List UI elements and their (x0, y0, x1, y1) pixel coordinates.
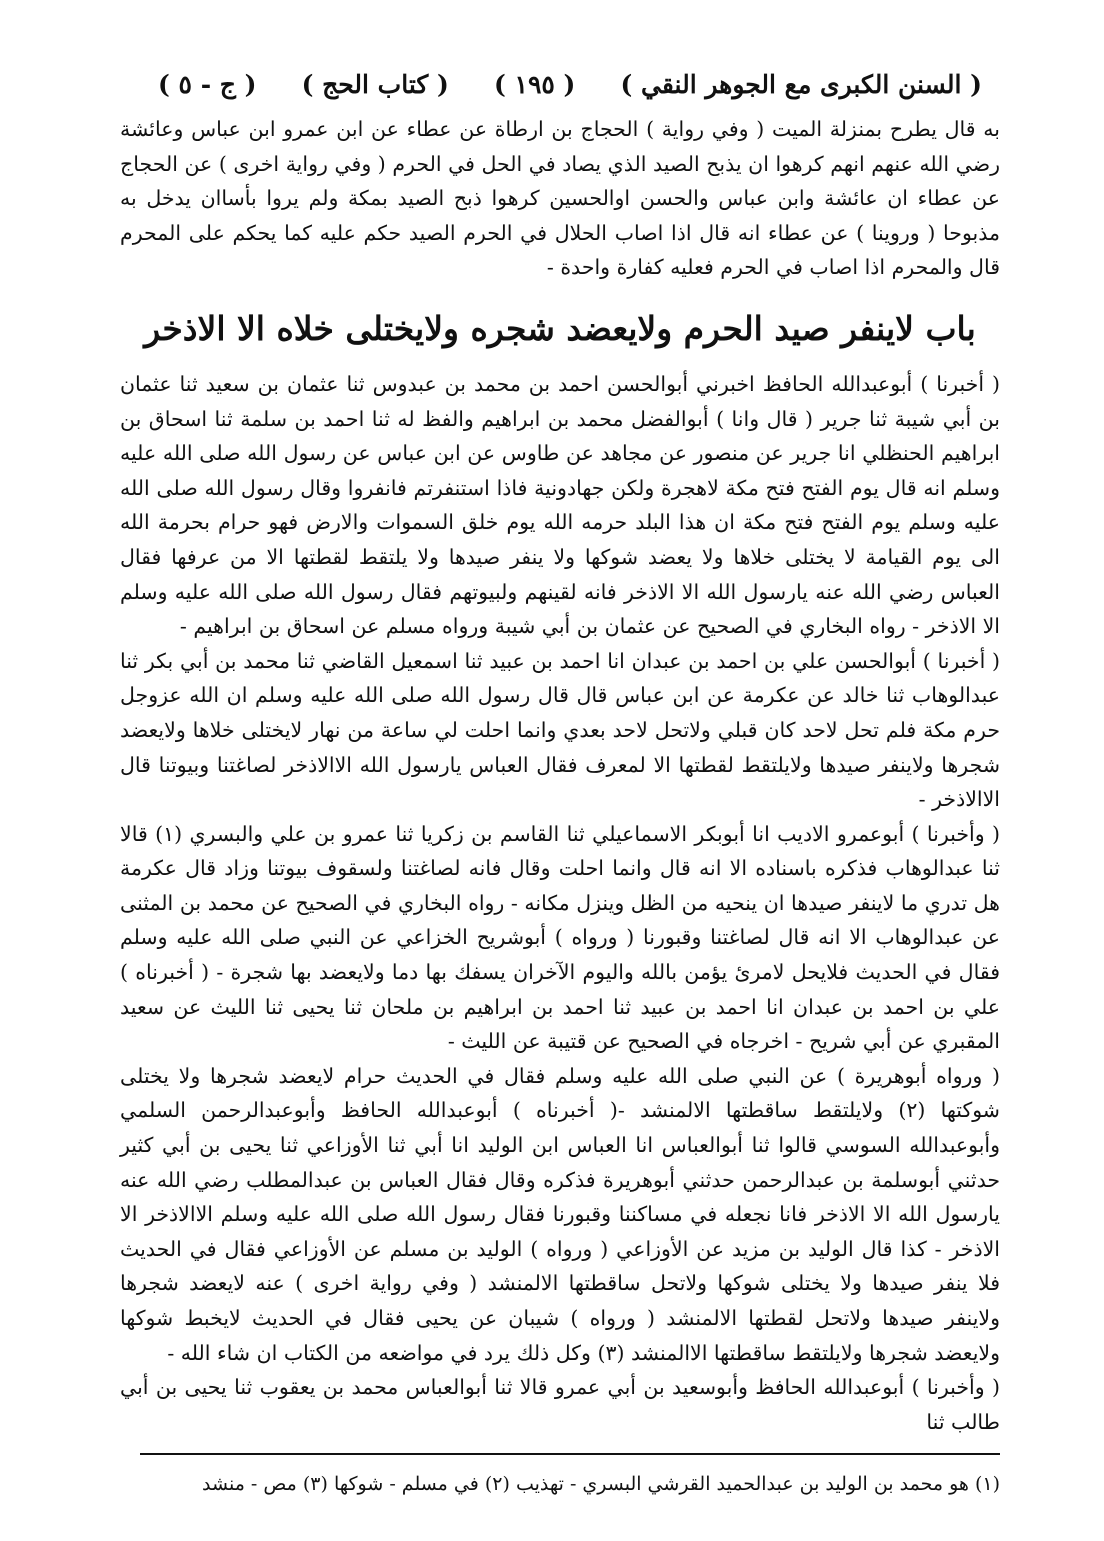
footnotes: (١) هو محمد بن الوليد بن عبدالحميد القرشي البسري - تهذيب (٢) في مسلم - شوكها (٣) مص - منشد (202, 1473, 1000, 1496)
chapter-title: باب لاينفر صيد الحرم ولايعضد شجره ولايختلى خلاه الا الاذخر (144, 308, 976, 348)
hadith-paragraph-3: ( وأخبرنا ) أبوعمرو الاديب انا أبوبكر الاسماعيلي ثنا القاسم بن زكريا ثنا عمرو بن علي والبسري (١) قالا ثنا عبدالوهاب فذكره باسناده الا انه قال وانما احلت وقال فانه لصاغتنا ولسقوف بيوتنا وزاد قال عكرمة هل تدري ما لاينفر صيدها ان ينحيه من الظل وينزل مكانه - رواه البخاري في الصحيح عن محمد بن المثنى عن عبدالوهاب الا انه قال لصاغتنا وقبورنا ( ورواه ) أبوشريح الخزاعي عن النبي صلى الله عليه وسلم فقال في الحديث فلايحل لامرئ يؤمن بالله واليوم الآخران يسفك بها دما ولايعضد بها شجرة - ( أخبرناه ) علي بن احمد بن عبدان انا احمد بن عبيد ثنا احمد بن ابراهيم بن ملحان ثنا يحيى ثنا الليث عن سعيد المقبري عن أبي شريح - اخرجاه في الصحيح عن قتيبة عن الليث - (120, 821, 1000, 1054)
intro-paragraph: به قال يطرح بمنزلة الميت ( وفي رواية ) الحجاج بن ارطاة عن عطاء عن ابن عمرو ابن عباس وعائشة رضي الله عنهم انهم كرهوا ان يذبح الصيد الذي يصاد في الحل في الحرم ( وفي رواية اخرى ) عن الحجاج عن عطاء ان عائشة وابن عباس والحسن اوالحسين كرهوا ذبح الصيد بمكة ولم يروا بأساان يدخل به مذبوحا ( وروينا ) عن عطاء انه قال اذا اصاب الحلال في الحرم الصيد حكم عليه كما يحكم على المحرم قال والمحرم اذا اصاب في الحرم فعليه كفارة واحدة - (120, 117, 1000, 280)
page-header (120, 62, 1000, 106)
footnote-divider (140, 1453, 1000, 1455)
hadith-paragraph-2: ( أخبرنا ) أبوالحسن علي بن احمد بن عبدان انا احمد بن عبيد ثنا اسمعيل القاضي ثنا محمد بن أبي بكر ثنا عبدالوهاب ثنا خالد عن عكرمة عن ابن عباس قال قال رسول الله صلى الله عليه وسلم ان الله عزوجل حرم مكة فلم تحل لاحد كان قبلي ولاتحل لاحد بعدي وانما احلت لي ساعة من نهار لايختلى خلاها ولايعضد شجرها ولاينفر صيدها ولايلتقط لقطتها الا لمعرف فقال العباس يارسول الله الاالاذخر لصاغتنا وبيوتنا قال الاالاذخر - (120, 648, 1000, 812)
hadith-paragraph-4: ( ورواه أبوهريرة ) عن النبي صلى الله عليه وسلم فقال في الحديث حرام لايعضد شجرها ولا يختلى شوكتها (٢) ولايلتقط ساقطتها الالمنشد -( أخبرناه ) أبوعبدالله الحافظ وأبوعبدالرحمن السلمي وأبوعبدالله السوسي قالوا ثنا أبوالعباس انا العباس ابن الوليد انا أبي ثنا الأوزاعي ثنا يحيى بن أبي كثير حدثني أبوسلمة بن عبدالرحمن حدثني أبوهريرة فذكره وقال فقال العباس بن عبدالمطلب رضي الله عنه يارسول الله الا الاذخر فانا نجعله في مساكننا وقبورنا فقال رسول الله صلى الله عليه وسلم الاالاذخر الا الاذخر - كذا قال الوليد بن مزيد عن الأوزاعي ( ورواه ) الوليد بن مسلم عن الأوزاعي فقال في الحديث فلا ينفر صيدها ولا يختلى شوكها ولاتحل ساقطتها الالمنشد ( وفي رواية اخرى ) عنه لايعضد شجرها ولاينفر صيدها ولاتحل لقطتها الالمنشد ( ورواه ) شيبان عن يحيى فقال في الحديث لايخبط شوكها ولايعضد شجرها ولايلتقط ساقطتها الاالمنشد (٣) وكل ذلك يرد في مواضعه من الكتاب ان شاء الله - (120, 1063, 1000, 1365)
volume-number: ( ج - ٥ ) (158, 69, 257, 99)
hadith-paragraph-1: ( أخبرنا ) أبوعبدالله الحافظ اخبرني أبوالحسن احمد بن محمد بن عبدوس ثنا عثمان بن سعيد ثنا عثمان بن أبي شيبة ثنا جرير ( قال وانا ) أبوالفضل محمد بن ابراهيم والفظ له ثنا احمد بن سلمة ثنا اسحاق بن ابراهيم الحنظلي انا جرير عن منصور عن مجاهد عن طاوس عن ابن عباس عن رسول الله صلى الله عليه وسلم انه قال يوم الفتح فتح مكة لاهجرة ولكن جهادونية فاذا استنفرتم فانفروا وقال رسول الله صلى الله عليه وسلم يوم الفتح فتح مكة ان هذا البلد حرمه الله يوم خلق السموات والارض فهو حرام بحرمة الله الى يوم القيامة لا يختلى خلاها ولا يعضد شوكها ولا ينفر صيدها ولا يلتقط لقطتها الا من عرفها فقال العباس رضي الله عنه يارسول الله الا الاذخر فانه لقينهم ولبيوتهم فقال رسول الله صلى الله عليه وسلم الا الاذخر - رواه البخاري في الصحيح عن عثمان بن أبي شيبة ورواه مسلم عن اسحاق بن ابراهيم - (120, 371, 1000, 639)
document-page (120, 62, 1000, 1499)
page-number: ( ١٩٥ ) (493, 69, 576, 99)
book-title: ( السنن الكبرى مع الجوهر النقي ) (620, 69, 982, 99)
section-title: ( كتاب الحج ) (301, 69, 449, 99)
hadith-paragraph-5: ( وأخبرنا ) أبوعبدالله الحافظ وأبوسعيد بن أبي عمرو قالا ثنا أبوالعباس محمد بن يعقوب ثنا يحيى بن أبي طالب ثنا (120, 1375, 1000, 1434)
